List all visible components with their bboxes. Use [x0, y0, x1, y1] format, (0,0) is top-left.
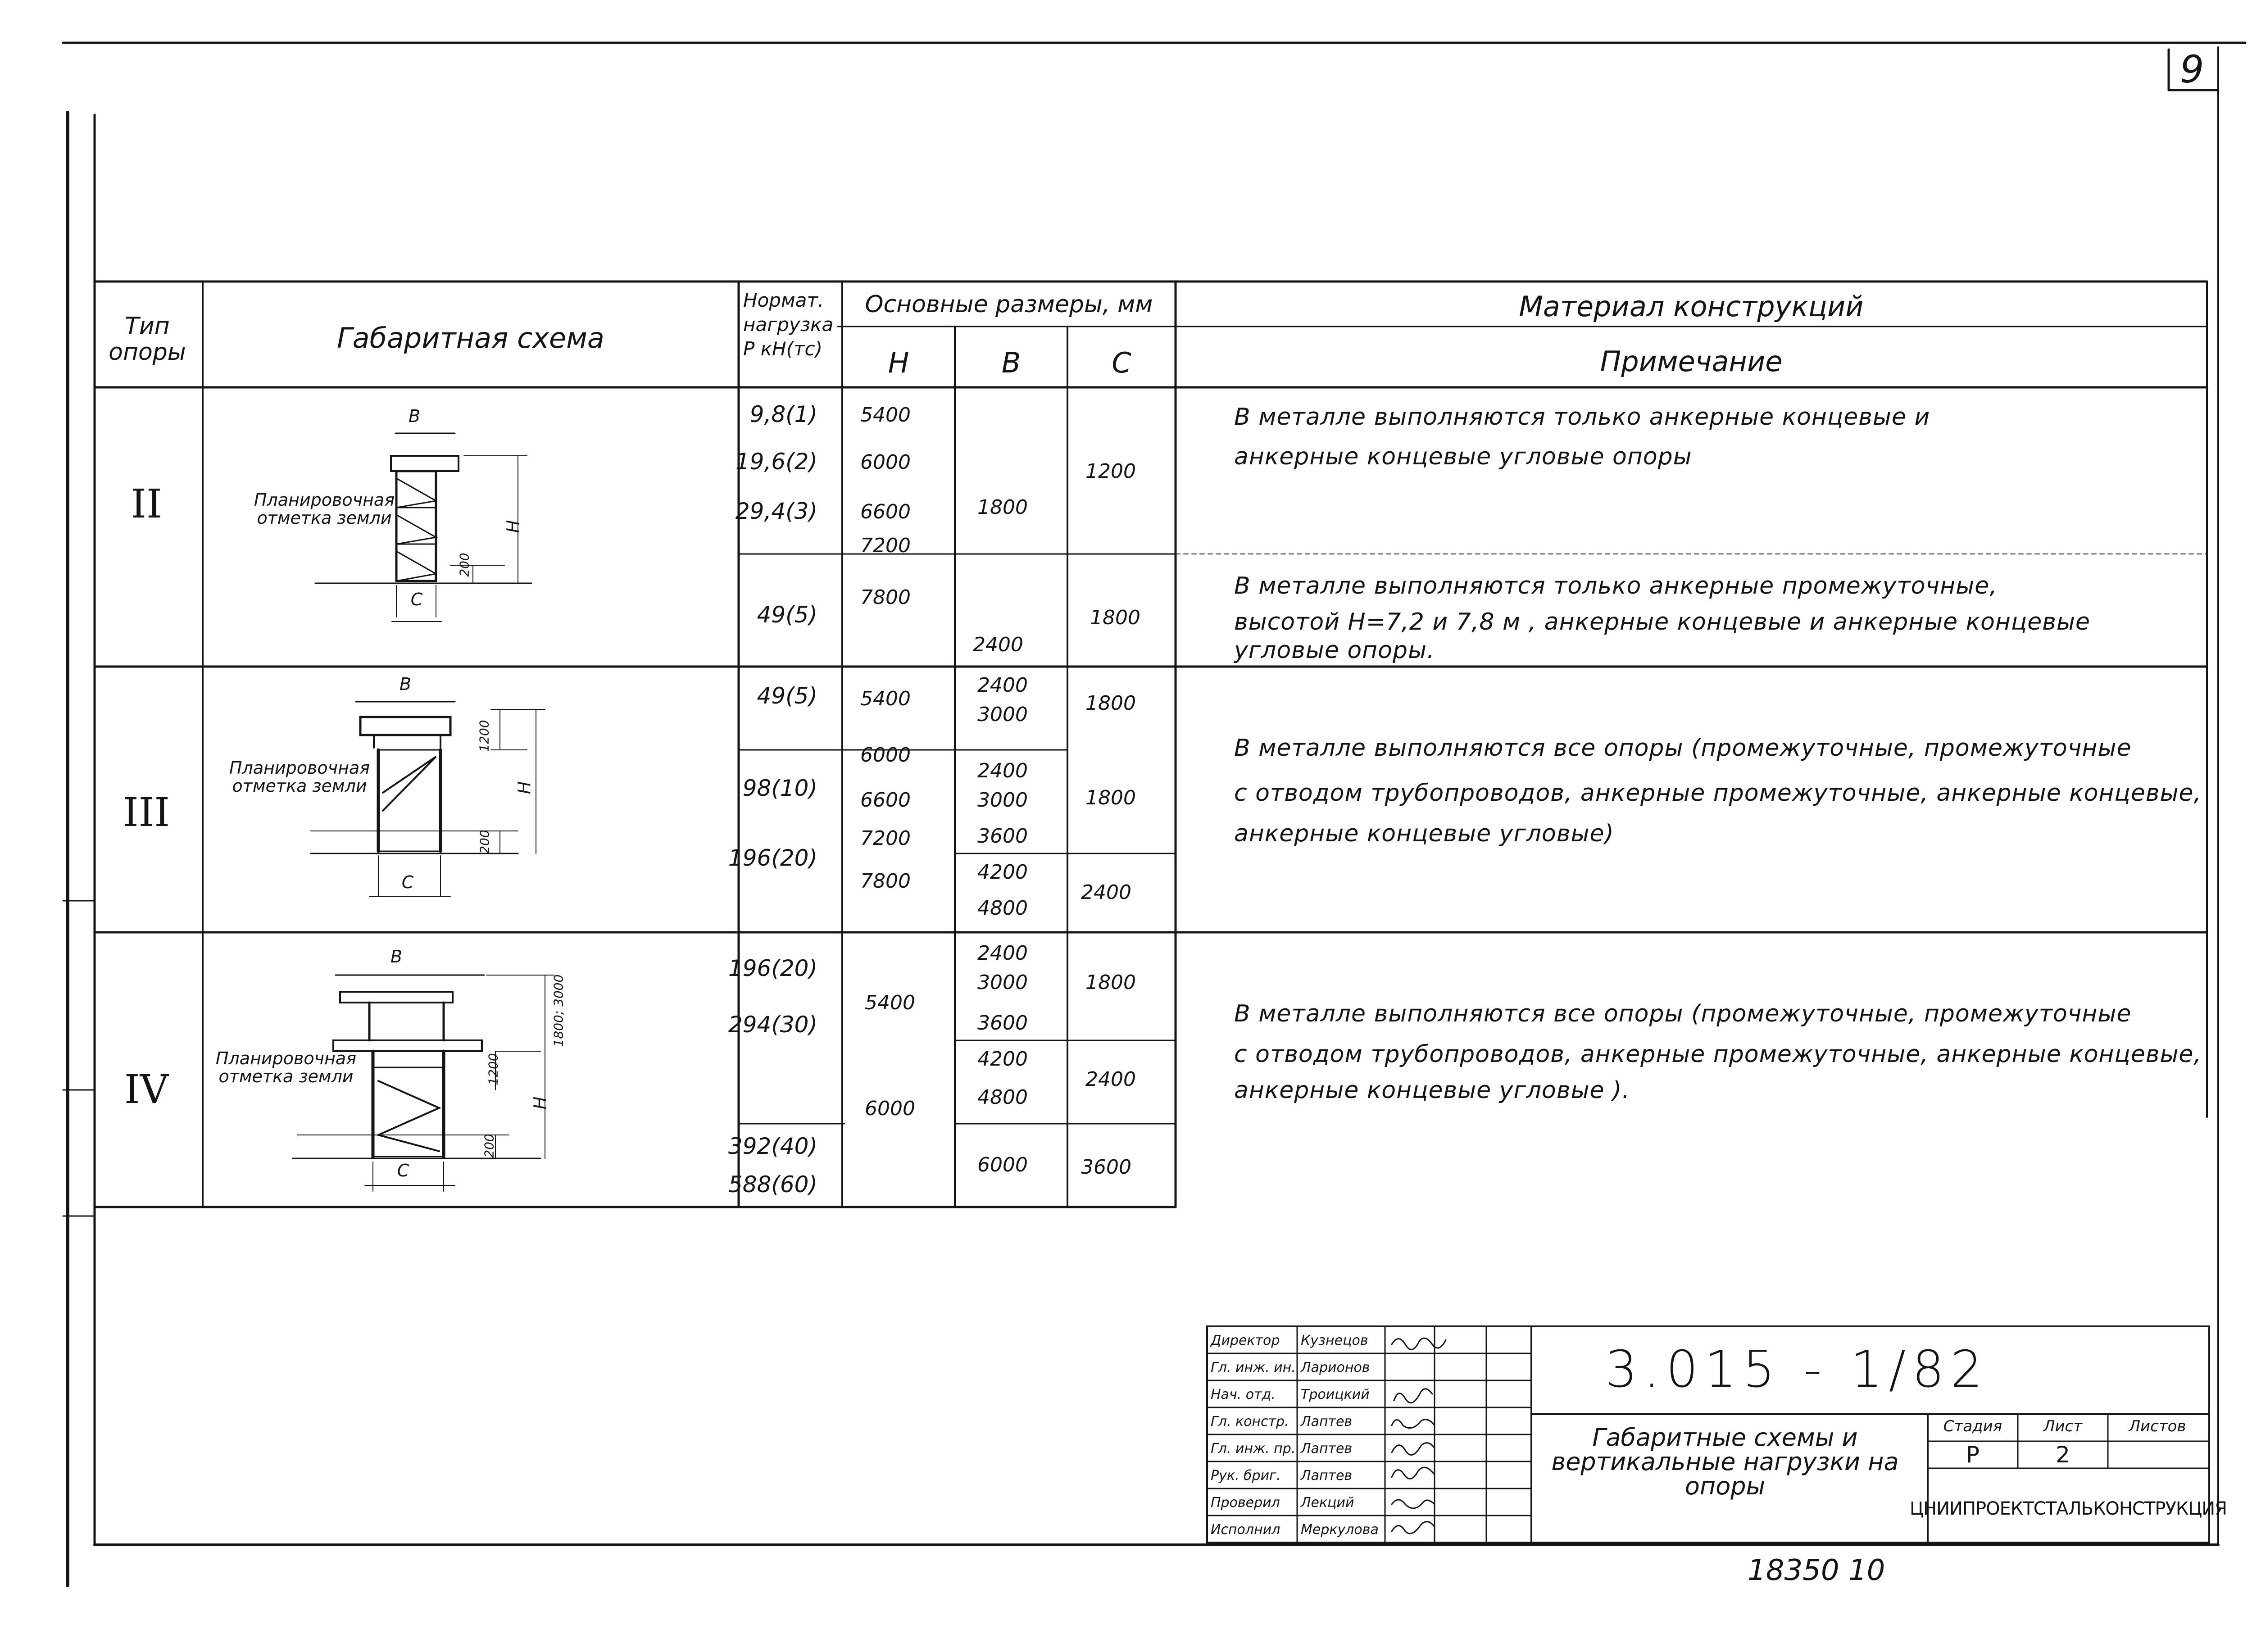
h-value: 6000 [860, 451, 911, 474]
b-value: 3600 [977, 825, 1028, 848]
b-value: 3000 [977, 789, 1028, 812]
b-value: 4800 [977, 1086, 1028, 1109]
material-column-header: Материал конструкций [1519, 290, 1864, 323]
staff-role: Исполнил [1211, 1522, 1280, 1538]
h-value: 7200 [860, 827, 911, 850]
type-roman-ii: II [131, 481, 162, 527]
c-value: 2400 [1081, 881, 1131, 904]
note-line: с отводом трубопроводов, анкерные промежуточные, анкерные концевые, [1234, 780, 2202, 807]
c-value: 2400 [1085, 1068, 1136, 1091]
staff-name: Лаптев [1301, 1414, 1353, 1430]
c-value: 1800 [1085, 692, 1136, 715]
organization-name: ЦНИИПРОЕКТСТАЛЬКОНСТРУКЦИЯ [1910, 1498, 2227, 1519]
staff-role: Проверил [1211, 1495, 1280, 1511]
scheme-iii-side-label: H [514, 781, 535, 794]
staff-name: Ларионов [1301, 1360, 1370, 1375]
note-line: анкерные концевые угловые) [1234, 820, 1614, 847]
h-value: 5400 [860, 404, 911, 427]
note-line: В металле выполняются все опоры (промежуточные, промежуточные [1234, 735, 2132, 762]
load-column-header: Нормат. нагрузка P кН(тс) [743, 289, 834, 360]
scheme-column-header: Габаритная схема [337, 322, 604, 354]
note-column-header: Примечание [1600, 345, 1783, 378]
scheme-iv-bottom-label: С [397, 1161, 409, 1180]
scheme-ii-dim-bottom: 200 [457, 553, 472, 577]
scheme-iii-bottom-label: С [401, 872, 414, 892]
h-value: 6600 [860, 500, 911, 523]
staff-name: Лекций [1301, 1495, 1354, 1511]
b-value: 3000 [977, 971, 1028, 994]
type-roman-iii: III [123, 789, 170, 835]
scheme-ii-bottom-label: С [410, 590, 423, 609]
h-value: 7800 [860, 586, 911, 609]
staff-name: Лаптев [1301, 1441, 1353, 1457]
scheme-iv-plan-label: Планировочная отметка земли [215, 1048, 357, 1086]
staff-name: Меркулова [1301, 1522, 1379, 1538]
dim-b-header: В [1001, 346, 1021, 379]
scheme-iii-top-label: В [399, 674, 412, 694]
b-value: 3000 [977, 703, 1028, 726]
load-value: 49(5) [757, 602, 817, 628]
b-value: 2400 [973, 633, 1023, 656]
staff-role: Нач. отд. [1211, 1387, 1276, 1402]
signature-marks [1392, 1338, 1446, 1534]
staff-role: Гл. инж. ин. [1211, 1360, 1296, 1375]
b-value: 2400 [977, 759, 1028, 782]
note-line: анкерные концевые угловые опоры [1234, 443, 1692, 470]
staff-name: Лаптев [1301, 1468, 1353, 1484]
type-column-header: Тип опоры [109, 313, 186, 366]
h-value: 7200 [860, 534, 911, 557]
load-value: 196(20) [728, 845, 817, 871]
b-value: 2400 [977, 674, 1028, 697]
load-value: 588(60) [728, 1171, 817, 1198]
dim-c-header: С [1112, 346, 1131, 379]
scheme-iv-top-label: В [390, 947, 403, 967]
scheme-iv-dim-bottom: 200 [481, 1134, 497, 1158]
c-value: 1200 [1085, 460, 1136, 483]
note-line: угловые опоры. [1234, 637, 1435, 664]
staff-role: Гл. инж. пр. [1211, 1441, 1296, 1457]
b-value: 1800 [977, 496, 1028, 519]
b-value: 4200 [977, 1048, 1028, 1071]
scheme-ii-top-label: В [408, 406, 421, 426]
note-line: В металле выполняются все опоры (промежуточные, промежуточные [1234, 1000, 2132, 1027]
c-value: 3600 [1081, 1156, 1131, 1179]
sheet-value: 2 [2056, 1442, 2070, 1468]
b-value: 4800 [977, 897, 1028, 920]
load-value: 196(20) [728, 955, 817, 981]
staff-name: Троицкий [1301, 1387, 1370, 1402]
sheet-label: Лист [2043, 1417, 2083, 1435]
c-value: 1800 [1085, 786, 1136, 809]
scheme-iii-dim-bottom: 200 [477, 830, 492, 854]
dims-group-header: Основные размеры, мм [865, 291, 1153, 318]
b-value: 4200 [977, 861, 1028, 884]
load-value: 392(40) [728, 1133, 817, 1159]
scheme-iv-dim-top: 1800; 3000 [551, 974, 566, 1047]
load-value: 19,6(2) [735, 449, 817, 475]
staff-role: Гл. констр. [1211, 1414, 1289, 1430]
scheme-iii-plan-label: Планировочная отметка земли [229, 758, 370, 796]
sheets-label: Листов [2129, 1417, 2186, 1435]
note-line: высотой Н=7,2 и 7,8 м , анкерные концевые и анкерные концевые [1234, 608, 2090, 635]
b-value: 3600 [977, 1012, 1028, 1035]
note-line: с отводом трубопроводов, анкерные промежуточные, анкерные концевые, [1234, 1041, 2202, 1068]
sheet-number: 9 [2180, 47, 2204, 91]
stage-value: Р [1966, 1442, 1980, 1468]
staff-role: Директор [1211, 1333, 1280, 1348]
b-value: 6000 [977, 1153, 1028, 1176]
drawing-code: 3.015 - 1/82 [1605, 1340, 1989, 1399]
scheme-iii-dim-top: 1200 [477, 720, 492, 752]
note-line: В металле выполняются только анкерные концевые и [1234, 404, 1930, 431]
h-value: 6600 [860, 789, 911, 812]
h-value: 7800 [860, 870, 911, 893]
load-value: 98(10) [742, 775, 817, 801]
staff-role: Рук. бриг. [1211, 1468, 1281, 1484]
scheme-ii-plan-label: Планировочная отметка земли [254, 490, 395, 528]
scheme-iv-side-label: H [530, 1096, 550, 1110]
load-value: 9,8(1) [749, 401, 817, 427]
note-line: В металле выполняются только анкерные промежуточные, [1234, 572, 1998, 599]
dim-h-header: H [888, 346, 909, 379]
c-value: 1800 [1085, 971, 1136, 994]
load-value: 29,4(3) [735, 498, 817, 524]
load-value: 294(30) [728, 1012, 817, 1038]
h-value: 6000 [860, 744, 911, 767]
h-value: 5400 [860, 687, 911, 710]
note-line: анкерные концевые угловые ). [1234, 1077, 1630, 1104]
drawing-title: Габаритные схемы и вертикальные нагрузки на опоры [1551, 1423, 1899, 1500]
stage-label: Стадия [1943, 1417, 2002, 1435]
h-value: 6000 [865, 1097, 915, 1120]
b-value: 2400 [977, 942, 1028, 965]
scheme-iv-dim-mid: 1200 [486, 1053, 501, 1085]
type-roman-iv: IV [124, 1066, 169, 1112]
c-value: 1800 [1090, 606, 1140, 629]
scheme-ii-side-label: H [503, 520, 523, 533]
archive-number: 18350 10 [1748, 1554, 1885, 1587]
scheme-iii-drawing [311, 702, 545, 896]
load-value: 49(5) [757, 683, 817, 709]
h-value: 5400 [865, 991, 915, 1014]
staff-name: Кузнецов [1301, 1333, 1368, 1348]
